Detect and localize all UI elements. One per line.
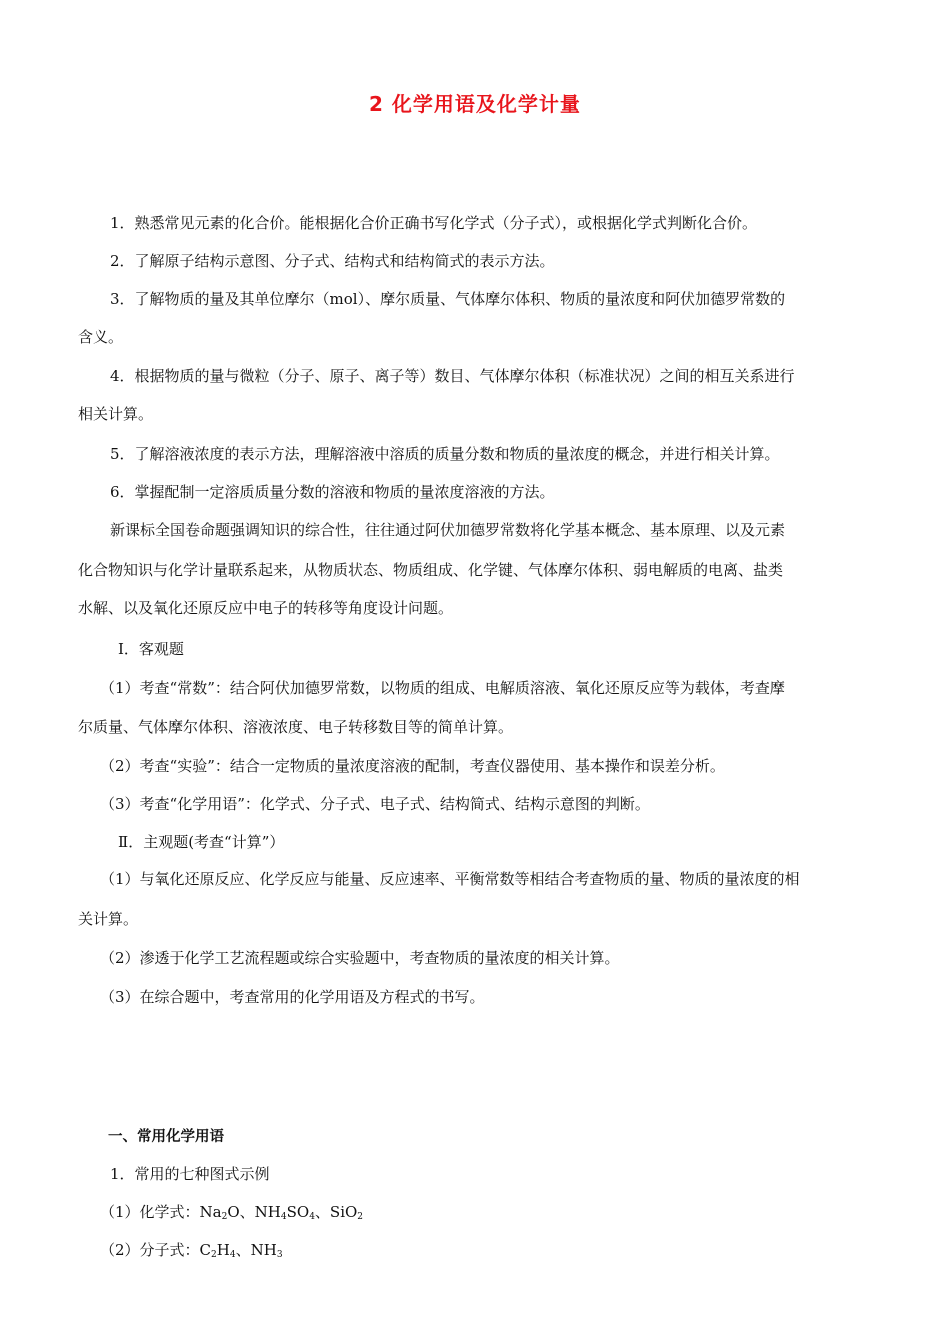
objective-4-cont: 相关计算。 xyxy=(78,405,154,423)
objective-3: 3．了解物质的量及其单位摩尔（mol）、摩尔质量、气体摩尔体积、物质的量浓度和阿伏加德罗常数的 xyxy=(110,290,786,308)
page-title: 2 化学用语及化学计量 xyxy=(369,92,581,116)
objective-4: 4．根据物质的量与微粒（分子、原子、离子等）数目、气体摩尔体积（标准状况）之间的相互关系进行 xyxy=(110,367,795,385)
chemical-formula-line xyxy=(100,1202,900,1227)
formula-part: C xyxy=(199,1241,212,1259)
subjective-item-3: （3）在综合题中，考查常用的化学用语及方程式的书写。 xyxy=(100,988,485,1006)
objective-3-cont: 含义。 xyxy=(78,328,124,346)
formula-part: H xyxy=(216,1241,230,1259)
objective-5: 5．了解溶液浓度的表示方法，理解溶液中溶质的质量分数和物质的量浓度的概念，并进行相关计算。 xyxy=(110,445,780,463)
intro-line-1: 新课标全国卷命题强调知识的综合性，往往通过阿伏加德罗常数将化学基本概念、基本原理、以及元素 xyxy=(110,521,786,539)
objective-1: 1．熟悉常见元素的化合价。能根据化合价正确书写化学式（分子式），或根据化学式判断化合价。 xyxy=(110,214,758,232)
section1-sub: 1．常用的七种图式示例 xyxy=(110,1165,270,1183)
intro-line-2: 化合物知识与化学计量联系起来，从物质状态、物质组成、化学键、气体摩尔体积、弱电解质的电离、盐类 xyxy=(78,561,784,579)
subjective-item-1: （1）与氧化还原反应、化学反应与能量、反应速率、平衡常数等相结合考查物质的量、物质的量浓度的相 xyxy=(100,870,800,888)
objective-item-1-cont: 尔质量、气体摩尔体积、溶液浓度、电子转移数目等的简单计算。 xyxy=(78,718,514,736)
subjective-section-heading: Ⅱ．主观题(考查“计算”） xyxy=(118,833,285,851)
intro-line-3: 水解、以及氧化还原反应中电子的转移等角度设计问题。 xyxy=(78,599,454,617)
molecular-formula-label: （2）分子式： xyxy=(100,1241,200,1259)
formula-part: 、SiO xyxy=(314,1203,358,1221)
formula-part: Na xyxy=(199,1203,222,1221)
objective-section-heading: Ⅰ．客观题 xyxy=(118,640,184,658)
formula-subscript: 2 xyxy=(211,1250,217,1260)
formula-subscript: 4 xyxy=(229,1250,236,1260)
objective-2: 2．了解原子结构示意图、分子式、结构式和结构简式的表示方法。 xyxy=(110,252,555,270)
chemical-formula-label: （1）化学式： xyxy=(100,1203,200,1221)
formula-subscript: 4 xyxy=(309,1212,315,1222)
section1-heading: 一、常用化学用语 xyxy=(108,1129,224,1145)
objective-item-2: （2）考查“实验”：结合一定物质的量浓度溶液的配制，考查仪器使用、基本操作和误差分析。 xyxy=(100,757,725,775)
objective-6: 6．掌握配制一定溶质质量分数的溶液和物质的量浓度溶液的方法。 xyxy=(110,483,555,501)
objective-item-3: （3）考查“化学用语”：化学式、分子式、电子式、结构简式、结构示意图的判断。 xyxy=(100,795,650,813)
formula-subscript: 2 xyxy=(357,1212,364,1222)
formula-part: 、NH xyxy=(235,1241,277,1259)
formula-subscript: 2 xyxy=(221,1212,228,1222)
subjective-item-1-cont: 关计算。 xyxy=(78,910,139,928)
objective-item-1: （1）考查“常数”：结合阿伏加德罗常数，以物质的组成、电解质溶液、氧化还原反应等为载体，考查摩 xyxy=(100,679,785,697)
formula-part: SO xyxy=(286,1203,310,1221)
formula-part: O、NH xyxy=(227,1203,281,1221)
formula-subscript: 3 xyxy=(276,1250,283,1260)
subjective-item-2: （2）渗透于化学工艺流程题或综合实验题中，考查物质的量浓度的相关计算。 xyxy=(100,949,620,967)
molecular-formula-line xyxy=(100,1240,900,1265)
formula-subscript: 4 xyxy=(280,1212,287,1222)
